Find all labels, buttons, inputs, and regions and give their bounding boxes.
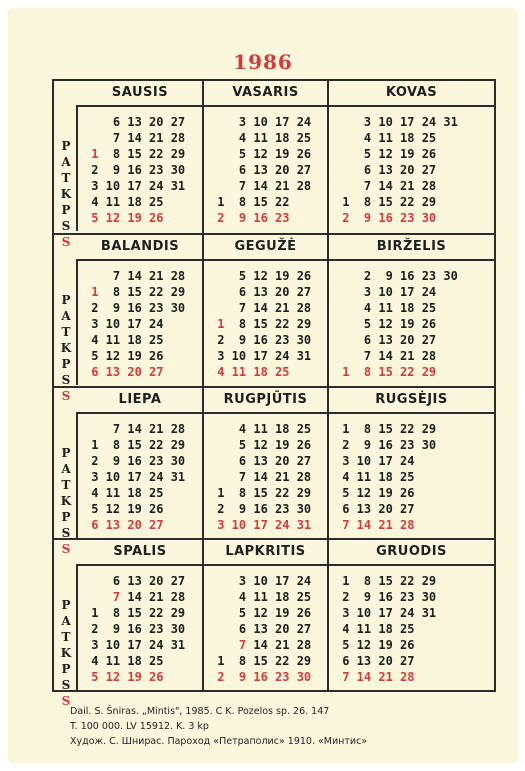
week-row: 6 13 20 27 — [210, 163, 312, 177]
weekday-letter: A — [61, 614, 71, 628]
week-row: 6 13 20 27 — [335, 654, 415, 668]
month-name: VASARIS — [204, 81, 327, 107]
week-row: 1 8 15 22 29 — [335, 574, 437, 588]
week-row: 6 13 20 27 — [210, 622, 312, 636]
week-row: 6 13 20 27 — [335, 333, 437, 347]
weekday-letter: P — [61, 357, 71, 371]
month-block — [327, 540, 494, 692]
week-row: 1 8 15 22 29 — [210, 486, 312, 500]
week-row: 3 10 17 24 31 — [210, 349, 312, 363]
holiday-date: 7 — [112, 590, 121, 604]
month-days — [84, 268, 202, 380]
weekday-letter: A — [61, 155, 71, 169]
week-row-sunday: 4 11 18 25 — [210, 365, 290, 379]
month-block — [327, 388, 494, 540]
week-row: 7 14 21 28 — [112, 590, 186, 604]
month-block — [327, 235, 494, 387]
week-row: 1 8 15 22 29 — [335, 195, 437, 209]
week-row: 5 12 19 26 — [210, 269, 312, 283]
month-block — [78, 540, 202, 692]
weekday-letter: P — [61, 598, 71, 612]
weekday-letter: T — [61, 325, 71, 339]
week-row: 6 13 20 27 — [335, 163, 437, 177]
month-block — [78, 388, 202, 540]
week-row: 4 11 18 25 — [84, 654, 164, 668]
week-row: 3 10 17 24 — [84, 317, 164, 331]
month-block — [202, 235, 327, 387]
calendar-grid — [52, 79, 496, 708]
week-row: 1 8 15 22 29 — [217, 317, 312, 331]
weekday-letter: K — [60, 646, 72, 660]
week-row: 1 8 15 22 29 — [91, 285, 186, 299]
month-name: KOVAS — [329, 81, 494, 107]
weekday-letter: K — [60, 341, 72, 355]
week-row: 7 14 21 28 — [335, 179, 437, 193]
weekday-letter: K — [60, 187, 72, 201]
week-row: 4 11 18 25 — [210, 422, 312, 436]
month-name: GRUODIS — [329, 540, 494, 566]
week-row: 7 14 21 28 — [84, 131, 186, 145]
weekday-letter: T — [61, 171, 71, 185]
weekday-letter: A — [61, 309, 71, 323]
weekday-letter: S — [61, 526, 71, 540]
week-row-sunday: 1 8 15 22 29 — [335, 365, 437, 379]
imprint-line: T. 100 000. LV 15912. K. 3 kp — [70, 721, 209, 732]
month-days — [335, 114, 494, 226]
week-row: 4 11 18 25 — [210, 590, 312, 604]
week-row: 1 8 15 22 29 — [210, 654, 312, 668]
month-days — [335, 421, 494, 533]
week-row: 6 13 20 27 — [84, 574, 186, 588]
weekday-letter-sunday: S — [61, 694, 71, 708]
week-row: 2 9 16 23 30 — [84, 622, 186, 636]
week-row: 7 14 21 28 — [210, 301, 312, 315]
month-days — [335, 268, 494, 380]
week-row: 6 13 20 27 — [335, 502, 415, 516]
week-row-sunday: 7 14 21 28 — [335, 518, 415, 532]
month-days — [210, 573, 327, 685]
month-name: RUGSĖJIS — [329, 388, 494, 414]
week-row-sunday: 5 12 19 26 — [84, 211, 164, 225]
weekday-letter: P — [61, 446, 71, 460]
week-row: 3 10 17 24 — [335, 454, 415, 468]
weekday-letter: T — [61, 478, 71, 492]
week-row: 7 14 21 28 — [84, 422, 186, 436]
week-row: 5 12 19 26 — [210, 438, 312, 452]
month-block — [202, 540, 327, 692]
calendar-card — [8, 8, 518, 763]
week-row: 2 9 16 23 30 — [210, 502, 312, 516]
month-name: GEGUŽĖ — [204, 235, 327, 261]
month-days — [210, 268, 327, 380]
holiday-date: 1 — [91, 285, 99, 299]
weekday-gutter — [54, 105, 78, 249]
month-block — [202, 388, 327, 540]
month-block — [78, 81, 202, 233]
year-title: 1986 — [233, 50, 293, 74]
month-days — [335, 573, 494, 685]
week-row: 7 14 21 28 — [210, 179, 312, 193]
month-days — [84, 573, 202, 685]
week-row: 6 13 20 27 — [210, 454, 312, 468]
weekday-gutter — [54, 412, 78, 556]
month-block — [327, 81, 494, 233]
week-row: 4 11 18 25 — [335, 622, 415, 636]
week-row: 1 8 15 22 29 — [84, 438, 186, 452]
month-days — [84, 421, 202, 533]
week-row: 7 14 21 28 — [210, 470, 312, 484]
quarter-row — [54, 538, 494, 708]
month-name: BALANDIS — [78, 235, 202, 261]
week-row: 1 8 15 22 29 — [84, 606, 186, 620]
month-name: RUGPJŪTIS — [204, 388, 327, 414]
month-name: LAPKRITIS — [204, 540, 327, 566]
week-row: 3 10 17 24 31 — [84, 179, 186, 193]
week-row-sunday: 5 12 19 26 — [84, 670, 164, 684]
month-name: SPALIS — [78, 540, 202, 566]
week-row: 4 11 18 25 — [84, 333, 164, 347]
week-row: 3 10 17 24 31 — [335, 115, 458, 129]
week-row: 2 9 16 23 30 — [335, 590, 437, 604]
week-row: 5 12 19 26 — [335, 638, 415, 652]
week-row-sunday: 7 14 21 28 — [335, 670, 415, 684]
week-row: 2 9 16 23 30 — [210, 333, 312, 347]
week-row: 1 8 15 22 29 — [91, 147, 186, 161]
week-row: 2 9 16 23 30 — [335, 438, 437, 452]
imprint-footer — [70, 704, 510, 749]
month-days — [84, 114, 202, 226]
week-row-sunday: 2 9 16 23 30 — [210, 670, 312, 684]
week-row-sunday: 3 10 17 24 31 — [210, 518, 312, 532]
week-row: 6 13 20 27 — [84, 115, 186, 129]
weekday-letter-sunday: S — [61, 542, 71, 556]
weekday-letter-sunday: S — [61, 389, 71, 403]
weekday-letter: S — [61, 219, 71, 233]
week-row: 2 9 16 23 30 — [335, 269, 458, 283]
month-name: LIEPA — [78, 388, 202, 414]
weekday-letter: P — [61, 293, 71, 307]
month-name: SAUSIS — [78, 81, 202, 107]
weekday-letter: S — [61, 678, 71, 692]
week-row: 4 11 18 25 — [335, 301, 437, 315]
week-row: 6 13 20 27 — [210, 285, 312, 299]
week-row: 7 14 21 28 — [335, 349, 437, 363]
week-row-sunday: 2 9 16 23 30 — [335, 211, 437, 225]
week-row-sunday: 2 9 16 23 — [210, 211, 290, 225]
week-row: 4 11 18 25 — [335, 470, 415, 484]
week-row: 4 11 18 25 — [335, 131, 437, 145]
week-row: 2 9 16 23 30 — [84, 301, 186, 315]
week-row: 3 10 17 24 31 — [335, 606, 437, 620]
weekday-letter-sunday: S — [61, 235, 71, 249]
week-row: 4 11 18 25 — [84, 195, 164, 209]
holiday-date: 1 — [91, 147, 99, 161]
week-row: 3 10 17 24 — [210, 115, 312, 129]
holiday-date: 7 — [238, 638, 247, 652]
week-row: 5 12 19 26 — [210, 147, 312, 161]
weekday-letter: A — [61, 462, 71, 476]
week-row: 5 12 19 26 — [335, 317, 437, 331]
weekday-letter: T — [61, 630, 71, 644]
month-days — [210, 114, 327, 226]
week-row: 5 12 19 26 — [210, 606, 312, 620]
week-row: 5 12 19 26 — [84, 502, 164, 516]
week-row: 5 12 19 26 — [84, 349, 164, 363]
week-row: 1 8 15 22 29 — [335, 422, 437, 436]
weekday-letter: P — [61, 662, 71, 676]
imprint-line: Dail. S. Šniras. „Mintis", 1985. C K. Pozelos sp. 26. 147 — [70, 706, 330, 717]
week-row: 1 8 15 22 — [210, 195, 290, 209]
week-row: 4 11 18 25 — [84, 486, 164, 500]
week-row-sunday: 6 13 20 27 — [84, 365, 164, 379]
holiday-date: 1 — [217, 317, 225, 331]
weekday-letter: P — [61, 139, 71, 153]
month-block — [78, 235, 202, 387]
week-row: 3 10 17 24 — [210, 574, 312, 588]
weekday-letter: K — [60, 494, 72, 508]
week-row: 4 11 18 25 — [210, 131, 312, 145]
week-row-sunday: 6 13 20 27 — [84, 518, 164, 532]
week-row: 2 9 16 23 30 — [84, 454, 186, 468]
week-row: 7 14 21 28 — [238, 638, 312, 652]
week-row: 3 10 17 24 31 — [84, 638, 186, 652]
week-row: 3 10 17 24 31 — [84, 470, 186, 484]
week-row: 2 9 16 23 30 — [84, 163, 186, 177]
weekday-letters — [54, 597, 78, 709]
weekday-letter: P — [61, 510, 71, 524]
imprint-line: Худож. С. Шнирас. Пароход «Петраполис» 1910. «Минтис» — [70, 736, 368, 747]
weekday-letter: S — [61, 373, 71, 387]
weekday-gutter — [54, 259, 78, 403]
week-row: 5 12 19 26 — [335, 486, 415, 500]
month-block — [202, 81, 327, 233]
week-row: 5 12 19 26 — [335, 147, 437, 161]
week-row: 7 14 21 28 — [84, 269, 186, 283]
weekday-letter: P — [61, 203, 71, 217]
week-row: 3 10 17 24 — [335, 285, 437, 299]
month-days — [210, 421, 327, 533]
month-name: BIRŽELIS — [329, 235, 494, 261]
weekday-gutter — [54, 564, 78, 708]
